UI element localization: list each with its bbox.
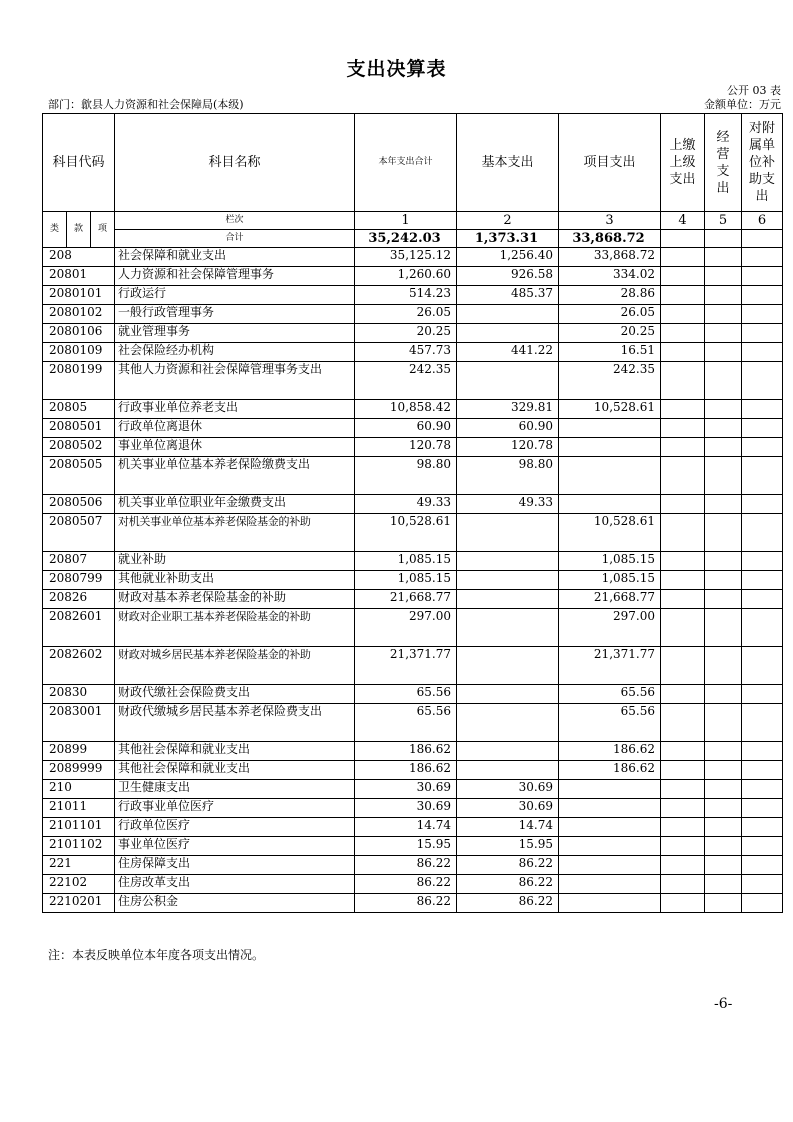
table-row: [43, 438, 783, 457]
row-remit: [661, 590, 705, 609]
expenditure-table: [42, 113, 783, 913]
row-project: 26.05: [559, 305, 661, 324]
row-project: 21,668.77: [559, 590, 661, 609]
row-remit: [661, 647, 705, 685]
row-basic: 86.22: [457, 856, 559, 875]
row-subsidiary: [742, 799, 783, 818]
row-name: 行政单位医疗: [115, 818, 355, 837]
row-remit: [661, 571, 705, 590]
table-row: [43, 552, 783, 571]
row-total: 15.95: [355, 837, 457, 856]
row-name: 机关事业单位职业年金缴费支出: [115, 495, 355, 514]
row-remit: [661, 438, 705, 457]
row-total: 186.62: [355, 761, 457, 780]
table-row: [43, 837, 783, 856]
row-name: 其他社会保障和就业支出: [115, 742, 355, 761]
empty-cell: [661, 230, 705, 248]
row-total: 10,858.42: [355, 400, 457, 419]
row-code: 2080505: [43, 457, 115, 495]
row-name: 事业单位离退休: [115, 438, 355, 457]
row-remit: [661, 837, 705, 856]
row-business: [705, 571, 742, 590]
table-row: [43, 248, 783, 267]
row-total: 30.69: [355, 799, 457, 818]
header-name: 科目名称: [115, 114, 355, 212]
table-row: [43, 267, 783, 286]
row-name: 其他就业补助支出: [115, 571, 355, 590]
row-total: 120.78: [355, 438, 457, 457]
page-number: -6-: [714, 996, 733, 1012]
row-remit: [661, 343, 705, 362]
row-business: [705, 837, 742, 856]
row-remit: [661, 742, 705, 761]
table-note: 注：本表反映单位本年度各项支出情况。: [48, 948, 265, 962]
row-project: 334.02: [559, 267, 661, 286]
row-basic: [457, 609, 559, 647]
row-basic: 926.58: [457, 267, 559, 286]
row-business: [705, 400, 742, 419]
row-subsidiary: [742, 780, 783, 799]
row-subsidiary: [742, 514, 783, 552]
row-business: [705, 438, 742, 457]
row-code: 2080507: [43, 514, 115, 552]
row-project: 28.86: [559, 286, 661, 305]
row-basic: 329.81: [457, 400, 559, 419]
row-basic: [457, 704, 559, 742]
row-remit: [661, 400, 705, 419]
table-row: [43, 780, 783, 799]
row-basic: [457, 685, 559, 704]
row-code: 20826: [43, 590, 115, 609]
row-business: [705, 324, 742, 343]
row-code: 20805: [43, 400, 115, 419]
row-subsidiary: [742, 552, 783, 571]
table-row: [43, 419, 783, 438]
row-project: [559, 438, 661, 457]
row-business: [705, 552, 742, 571]
row-total: 297.00: [355, 609, 457, 647]
row-name: 住房保障支出: [115, 856, 355, 875]
row-name: 财政代缴城乡居民基本养老保险费支出: [115, 704, 355, 742]
row-name: 就业管理事务: [115, 324, 355, 343]
unit-label: 金额单位：万元: [704, 98, 781, 111]
table-row: [43, 305, 783, 324]
table-row: [43, 685, 783, 704]
row-project: [559, 457, 661, 495]
row-business: [705, 704, 742, 742]
row-total: 65.56: [355, 685, 457, 704]
empty-cell: [705, 230, 742, 248]
row-business: [705, 343, 742, 362]
row-business: [705, 875, 742, 894]
row-project: [559, 818, 661, 837]
row-total: 186.62: [355, 742, 457, 761]
row-name: 卫生健康支出: [115, 780, 355, 799]
row-basic: [457, 647, 559, 685]
row-project: 65.56: [559, 704, 661, 742]
header-business: 经营支出: [705, 114, 742, 212]
row-business: [705, 761, 742, 780]
row-project: [559, 875, 661, 894]
table-row: [43, 894, 783, 913]
table-row: [43, 343, 783, 362]
row-name: 住房公积金: [115, 894, 355, 913]
row-project: 20.25: [559, 324, 661, 343]
row-name: 住房改革支出: [115, 875, 355, 894]
page-title: 支出决算表: [346, 58, 447, 80]
row-remit: [661, 818, 705, 837]
table-row: [43, 647, 783, 685]
row-name: 财政对企业职工基本养老保险基金的补助: [115, 609, 355, 647]
row-total: 10,528.61: [355, 514, 457, 552]
row-subsidiary: [742, 837, 783, 856]
table-row: [43, 400, 783, 419]
row-total: 35,125.12: [355, 248, 457, 267]
row-total: 86.22: [355, 875, 457, 894]
row-total: 1,260.60: [355, 267, 457, 286]
header-sum: 合计: [115, 230, 355, 248]
row-remit: [661, 875, 705, 894]
row-subsidiary: [742, 324, 783, 343]
row-business: [705, 609, 742, 647]
row-code: 2080799: [43, 571, 115, 590]
table-row: [43, 324, 783, 343]
row-subsidiary: [742, 305, 783, 324]
row-basic: [457, 305, 559, 324]
table-row: [43, 742, 783, 761]
row-subsidiary: [742, 761, 783, 780]
row-basic: 60.90: [457, 419, 559, 438]
row-total: 20.25: [355, 324, 457, 343]
row-name: 行政运行: [115, 286, 355, 305]
row-business: [705, 856, 742, 875]
row-project: 33,868.72: [559, 248, 661, 267]
row-basic: [457, 590, 559, 609]
header-code: 科目代码: [43, 114, 115, 212]
row-business: [705, 495, 742, 514]
row-basic: 86.22: [457, 875, 559, 894]
row-business: [705, 780, 742, 799]
department-label: 部门：歙县人力资源和社会保障局(本级): [48, 98, 244, 111]
row-business: [705, 457, 742, 495]
column-number: 6: [742, 212, 783, 230]
row-subsidiary: [742, 362, 783, 400]
row-remit: [661, 324, 705, 343]
row-total: 86.22: [355, 894, 457, 913]
table-code: 公开 03 表: [727, 84, 781, 97]
row-code: 2080501: [43, 419, 115, 438]
row-total: 86.22: [355, 856, 457, 875]
row-code: 2080506: [43, 495, 115, 514]
row-subsidiary: [742, 571, 783, 590]
row-total: 60.90: [355, 419, 457, 438]
row-total: 1,085.15: [355, 571, 457, 590]
row-business: [705, 362, 742, 400]
row-remit: [661, 495, 705, 514]
row-code: 2210201: [43, 894, 115, 913]
project-sum: 33,868.72: [559, 230, 661, 248]
row-name: 财政对基本养老保险基金的补助: [115, 590, 355, 609]
row-name: 事业单位医疗: [115, 837, 355, 856]
row-subsidiary: [742, 704, 783, 742]
row-subsidiary: [742, 419, 783, 438]
row-subsidiary: [742, 457, 783, 495]
row-subsidiary: [742, 286, 783, 305]
table-row: [43, 856, 783, 875]
row-name: 对机关事业单位基本养老保险基金的补助: [115, 514, 355, 552]
row-name: 其他人力资源和社会保障管理事务支出: [115, 362, 355, 400]
row-subsidiary: [742, 818, 783, 837]
total-sum: 35,242.03: [355, 230, 457, 248]
row-basic: [457, 742, 559, 761]
row-total: 242.35: [355, 362, 457, 400]
row-subsidiary: [742, 343, 783, 362]
row-code: 20807: [43, 552, 115, 571]
header-basic: 基本支出: [457, 114, 559, 212]
row-total: 30.69: [355, 780, 457, 799]
row-subsidiary: [742, 400, 783, 419]
row-name: 行政事业单位医疗: [115, 799, 355, 818]
table-row: [43, 704, 783, 742]
row-project: [559, 799, 661, 818]
row-subsidiary: [742, 894, 783, 913]
table-row: [43, 761, 783, 780]
row-business: [705, 818, 742, 837]
row-business: [705, 248, 742, 267]
table-row: [43, 799, 783, 818]
table-row: [43, 495, 783, 514]
row-remit: [661, 286, 705, 305]
row-business: [705, 685, 742, 704]
row-remit: [661, 856, 705, 875]
row-basic: [457, 571, 559, 590]
row-remit: [661, 305, 705, 324]
row-remit: [661, 362, 705, 400]
row-code: 21011: [43, 799, 115, 818]
row-subsidiary: [742, 438, 783, 457]
row-code: 22102: [43, 875, 115, 894]
row-basic: 15.95: [457, 837, 559, 856]
row-total: 21,668.77: [355, 590, 457, 609]
row-basic: 86.22: [457, 894, 559, 913]
row-basic: [457, 324, 559, 343]
row-code: 2080106: [43, 324, 115, 343]
header-subsidiary: 对附属单位补助支出: [742, 114, 783, 212]
row-code: 2080101: [43, 286, 115, 305]
row-code: 2082601: [43, 609, 115, 647]
row-code: 2089999: [43, 761, 115, 780]
row-name: 行政事业单位养老支出: [115, 400, 355, 419]
header-xiang: 项: [91, 212, 115, 248]
row-total: 457.73: [355, 343, 457, 362]
row-code: 2083001: [43, 704, 115, 742]
row-project: [559, 419, 661, 438]
row-basic: 30.69: [457, 799, 559, 818]
row-project: 1,085.15: [559, 552, 661, 571]
row-project: 10,528.61: [559, 514, 661, 552]
row-name: 其他社会保障和就业支出: [115, 761, 355, 780]
row-basic: 120.78: [457, 438, 559, 457]
empty-cell: [742, 230, 783, 248]
column-number: 4: [661, 212, 705, 230]
row-remit: [661, 685, 705, 704]
row-project: [559, 837, 661, 856]
row-basic: 441.22: [457, 343, 559, 362]
row-remit: [661, 514, 705, 552]
row-code: 210: [43, 780, 115, 799]
row-subsidiary: [742, 647, 783, 685]
row-project: [559, 780, 661, 799]
row-code: 208: [43, 248, 115, 267]
row-code: 221: [43, 856, 115, 875]
row-basic: [457, 552, 559, 571]
table-row: [43, 571, 783, 590]
row-project: [559, 856, 661, 875]
row-remit: [661, 552, 705, 571]
header-remit-upper: 上缴上级支出: [661, 114, 705, 212]
row-name: 社会保障和就业支出: [115, 248, 355, 267]
row-code: 20830: [43, 685, 115, 704]
row-name: 行政单位离退休: [115, 419, 355, 438]
row-subsidiary: [742, 742, 783, 761]
row-code: 20801: [43, 267, 115, 286]
table-row: [43, 590, 783, 609]
row-project: 297.00: [559, 609, 661, 647]
row-remit: [661, 609, 705, 647]
row-name: 财政代缴社会保险费支出: [115, 685, 355, 704]
column-number: 1: [355, 212, 457, 230]
row-code: 2080102: [43, 305, 115, 324]
table-row: [43, 457, 783, 495]
header-lei: 类: [43, 212, 67, 248]
basic-sum: 1,373.31: [457, 230, 559, 248]
row-name: 一般行政管理事务: [115, 305, 355, 324]
header-column-no: 栏次: [115, 212, 355, 230]
row-project: 186.62: [559, 742, 661, 761]
row-business: [705, 799, 742, 818]
row-total: 1,085.15: [355, 552, 457, 571]
row-remit: [661, 457, 705, 495]
row-basic: [457, 362, 559, 400]
row-remit: [661, 761, 705, 780]
row-total: 26.05: [355, 305, 457, 324]
table-row: [43, 514, 783, 552]
row-business: [705, 286, 742, 305]
row-business: [705, 590, 742, 609]
row-remit: [661, 799, 705, 818]
row-total: 49.33: [355, 495, 457, 514]
row-subsidiary: [742, 875, 783, 894]
row-subsidiary: [742, 856, 783, 875]
table-row: [43, 609, 783, 647]
row-name: 财政对城乡居民基本养老保险基金的补助: [115, 647, 355, 685]
table-row: [43, 362, 783, 400]
row-subsidiary: [742, 267, 783, 286]
row-name: 人力资源和社会保障管理事务: [115, 267, 355, 286]
row-basic: 485.37: [457, 286, 559, 305]
row-basic: 1,256.40: [457, 248, 559, 267]
table-row: [43, 875, 783, 894]
row-project: 21,371.77: [559, 647, 661, 685]
row-business: [705, 894, 742, 913]
row-project: 1,085.15: [559, 571, 661, 590]
row-remit: [661, 248, 705, 267]
row-business: [705, 514, 742, 552]
row-project: [559, 495, 661, 514]
row-business: [705, 742, 742, 761]
header-kuan: 款: [67, 212, 91, 248]
row-basic: 14.74: [457, 818, 559, 837]
column-number: 2: [457, 212, 559, 230]
row-subsidiary: [742, 609, 783, 647]
row-total: 98.80: [355, 457, 457, 495]
row-name: 就业补助: [115, 552, 355, 571]
row-subsidiary: [742, 248, 783, 267]
row-remit: [661, 780, 705, 799]
row-basic: [457, 761, 559, 780]
row-basic: [457, 514, 559, 552]
table-row: [43, 818, 783, 837]
row-project: 10,528.61: [559, 400, 661, 419]
row-business: [705, 267, 742, 286]
row-remit: [661, 419, 705, 438]
row-remit: [661, 267, 705, 286]
column-number: 5: [705, 212, 742, 230]
column-number: 3: [559, 212, 661, 230]
header-project: 项目支出: [559, 114, 661, 212]
row-business: [705, 305, 742, 324]
row-project: 186.62: [559, 761, 661, 780]
row-total: 514.23: [355, 286, 457, 305]
row-total: 21,371.77: [355, 647, 457, 685]
row-subsidiary: [742, 685, 783, 704]
row-code: 2080199: [43, 362, 115, 400]
row-remit: [661, 704, 705, 742]
row-basic: 98.80: [457, 457, 559, 495]
row-remit: [661, 894, 705, 913]
row-code: 2082602: [43, 647, 115, 685]
row-basic: 49.33: [457, 495, 559, 514]
row-project: 65.56: [559, 685, 661, 704]
row-total: 14.74: [355, 818, 457, 837]
row-name: 机关事业单位基本养老保险缴费支出: [115, 457, 355, 495]
row-code: 2101101: [43, 818, 115, 837]
row-total: 65.56: [355, 704, 457, 742]
row-subsidiary: [742, 495, 783, 514]
row-project: [559, 894, 661, 913]
row-name: 社会保险经办机构: [115, 343, 355, 362]
row-project: 16.51: [559, 343, 661, 362]
row-basic: 30.69: [457, 780, 559, 799]
row-code: 2080109: [43, 343, 115, 362]
row-code: 2080502: [43, 438, 115, 457]
table-row: [43, 286, 783, 305]
row-subsidiary: [742, 590, 783, 609]
row-code: 20899: [43, 742, 115, 761]
row-project: 242.35: [559, 362, 661, 400]
row-code: 2101102: [43, 837, 115, 856]
row-business: [705, 647, 742, 685]
header-total: 本年支出合计: [355, 114, 457, 212]
row-business: [705, 419, 742, 438]
